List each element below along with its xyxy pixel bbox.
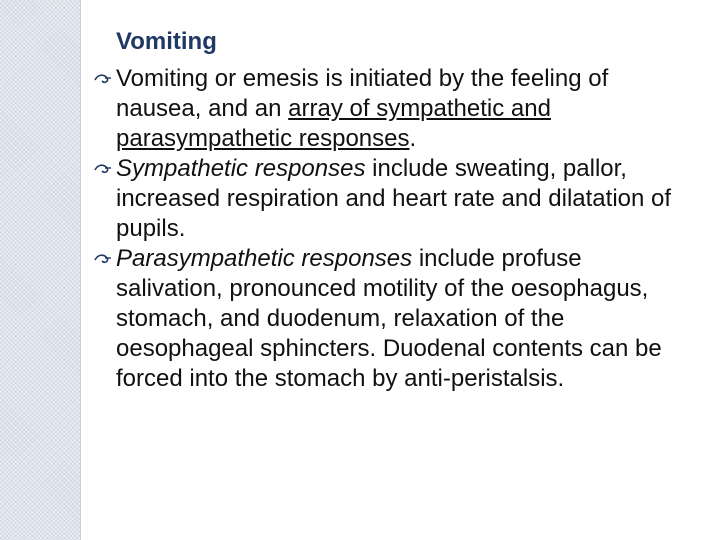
bullet-text: include sweating, pallor, increased respiration and heart rate and dilatation of pupils. [116,155,672,242]
bullet-item-emesis [94,64,694,154]
decorative-sidebar [0,0,81,540]
swirl-bullet-icon [94,163,112,175]
swirl-bullet-icon [94,73,112,85]
bullet-list [94,64,694,394]
bullet-underlined-text: array of sympathetic and parasympathetic responses [116,95,551,152]
bullet-text: Vomiting or emesis is initiated by the feeling of nausea, and an [116,65,609,122]
bullet-text: include profuse salivation, pronounced motility of the oesophagus, stomach, and duodenum, relaxation of the oesophageal sphincters. Duodenal contents can be forced into the stomach by anti-peristalsis. [116,245,662,392]
bullet-italic-term: Parasympathetic responses [116,245,413,272]
bullet-item-sympathetic [94,154,694,244]
bullet-italic-term: Sympathetic responses [116,155,366,182]
bullet-text-end: . [409,125,417,152]
bullet-item-parasympathetic [94,244,694,394]
swirl-bullet-icon [94,253,112,265]
slide-title: Vomiting [116,28,217,55]
